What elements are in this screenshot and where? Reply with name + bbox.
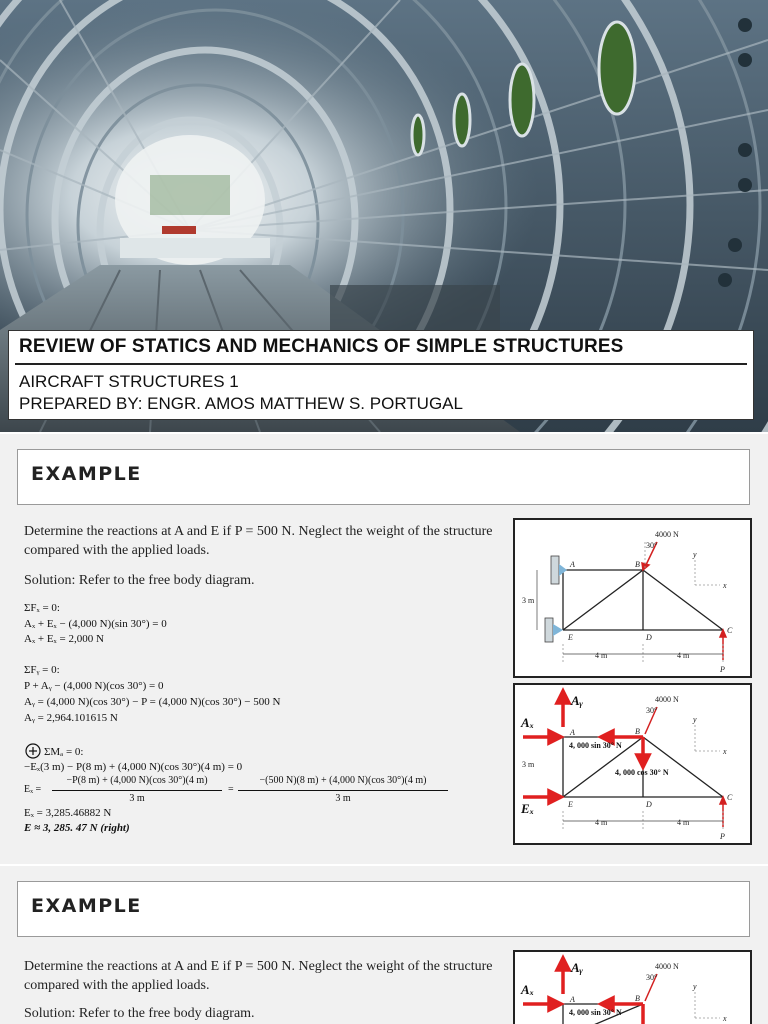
- fbd-cos-label: 4, 000 cos 30° N: [615, 768, 669, 777]
- frac2-numerator: −(500 N)(8 m) + (4,000 N)(cos 30°)(4 m): [259, 775, 427, 786]
- fig1-axis-y: y: [693, 550, 697, 559]
- free-body-diagram: [513, 683, 752, 845]
- eq-sum-fy-line: P + Aᵧ − (4,000 N)(cos 30°) = 0: [24, 680, 164, 692]
- frac1-denominator: 3 m: [129, 793, 145, 804]
- fig2-load-label: 4000 N: [655, 695, 679, 704]
- fig1-height-label: 3 m: [522, 596, 535, 605]
- fig2-node-b: B: [635, 727, 640, 736]
- eq-sum-fx-result: Aₓ + Eₓ = 2,000 N: [24, 633, 104, 645]
- fig2-node-c: C: [727, 793, 733, 802]
- fig1-node-b: B: [635, 560, 640, 569]
- fig2-axis-y: y: [693, 715, 697, 724]
- truss-figure: [513, 518, 752, 678]
- fig2-axis-x: x: [723, 747, 727, 756]
- fig1-span-right: 4 m: [677, 651, 690, 660]
- eq-sum-m-line: −Eₓ(3 m) − P(8 m) + (4,000 N)(cos 30°)(4 m) = 0: [24, 761, 243, 773]
- fig2-span-left: 4 m: [595, 818, 608, 827]
- fig1-node-d: D: [646, 633, 652, 642]
- fig3-axis-y: y: [693, 982, 697, 991]
- fig1-angle-label: 30°: [646, 541, 658, 550]
- title-box: [8, 330, 754, 420]
- fig2-height-label: 3 m: [522, 760, 535, 769]
- fig2-node-e: E: [568, 800, 573, 809]
- fbd-sin-label: 4, 000 sin 30° N: [569, 1008, 622, 1017]
- fig3-node-a: A: [570, 995, 575, 1004]
- fig1-node-e: E: [568, 633, 573, 642]
- frac2-denominator: 3 m: [335, 793, 351, 804]
- fbd-ay-label: Aᵧ: [571, 960, 583, 975]
- eq-ay-result: Aᵧ = 2,964.101615 N: [24, 712, 118, 724]
- moment-sign-icon: [24, 741, 44, 761]
- frac1-numerator: −P(8 m) + (4,000 N)(cos 30°)(4 m): [66, 775, 208, 786]
- fig1-load-label: 4000 N: [655, 530, 679, 539]
- fig3-angle-label: 30°: [646, 973, 658, 982]
- example-heading-box: [17, 449, 750, 505]
- fbd-ex-label: Eₓ: [521, 801, 535, 816]
- eq-ay-expression: Aᵧ = (4,000 N)(cos 30°) − P = (4,000 N)(cos 30°) − 500 N: [24, 696, 281, 708]
- example-slide-1: [0, 434, 768, 864]
- solution-intro: Solution: Refer to the free body diagram.: [24, 1006, 255, 1021]
- problem-statement: Determine the reactions at A and E if P = 500 N. Neglect the weight of the structure compared with the applied loads.: [24, 959, 493, 993]
- solution-intro: Solution: Refer to the free body diagram.: [24, 573, 255, 588]
- fbd-ax-label: Aₓ: [521, 715, 535, 730]
- eq-sum-fx-title: ΣFₓ = 0:: [24, 602, 60, 614]
- fig1-node-c: C: [727, 626, 733, 635]
- fig3-axis-x: x: [723, 1014, 727, 1023]
- fig3-node-b: B: [635, 994, 640, 1003]
- title-slide: [0, 0, 768, 432]
- course-name: AIRCRAFT STRUCTURES 1: [19, 372, 239, 391]
- eq-ex-label: Eₓ =: [24, 784, 42, 795]
- fig2-span-right: 4 m: [677, 818, 690, 827]
- fig2-angle-label: 30°: [646, 706, 658, 715]
- title-divider: [15, 363, 747, 365]
- fig1-node-p: P: [720, 665, 725, 674]
- free-body-diagram: [513, 950, 752, 1024]
- frac2-line: [238, 790, 448, 791]
- example-heading: EXAMPLE: [31, 463, 142, 485]
- eq-sum-fy-title: ΣFᵧ = 0:: [24, 664, 60, 676]
- fig2-node-d: D: [646, 800, 652, 809]
- example-heading-box: [17, 881, 750, 937]
- presentation-title: REVIEW OF STATICS AND MECHANICS OF SIMPLE STRUCTURES: [19, 336, 624, 357]
- author-line: PREPARED BY: ENGR. AMOS MATTHEW S. PORTUGAL: [19, 394, 463, 413]
- eq-ex-result: Eₓ = 3,285.46882 N: [24, 807, 112, 819]
- fbd-ay-label: Aᵧ: [571, 693, 583, 708]
- equals-sign: =: [228, 784, 234, 795]
- eq-sum-fx-line: Aₓ + Eₓ − (4,000 N)(sin 30°) = 0: [24, 618, 167, 630]
- fig2-node-p: P: [720, 832, 725, 841]
- fbd-ax-label: Aₓ: [521, 982, 535, 997]
- frac1-line: [52, 790, 222, 791]
- fig1-axis-x: x: [723, 581, 727, 590]
- example-slide-2: [0, 866, 768, 1024]
- eq-final-answer: E ≈ 3, 285. 47 N (right): [24, 822, 130, 834]
- problem-statement: Determine the reactions at A and E if P = 500 N. Neglect the weight of the structure compared with the applied loads.: [24, 524, 493, 558]
- fbd-sin-label: 4, 000 sin 30° N: [569, 741, 622, 750]
- eq-sum-m-title: ΣMₐ = 0:: [44, 746, 84, 758]
- example-heading: EXAMPLE: [31, 895, 142, 917]
- fig1-node-a: A: [570, 560, 575, 569]
- fig2-node-a: A: [570, 728, 575, 737]
- fig3-load-label: 4000 N: [655, 962, 679, 971]
- fig1-span-left: 4 m: [595, 651, 608, 660]
